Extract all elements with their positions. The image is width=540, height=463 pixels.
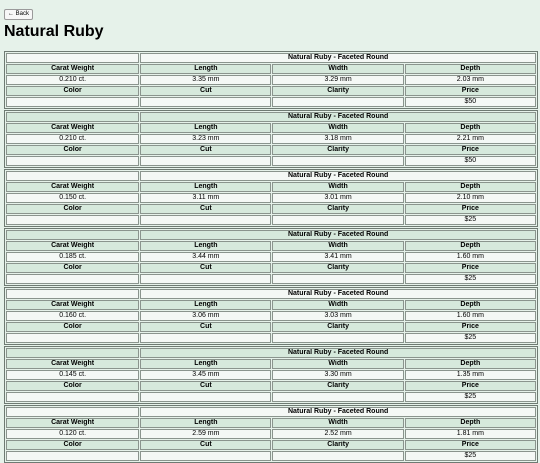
price-header: Price [405,322,536,332]
length-value: 3.11 mm [140,193,271,203]
carat-header: Carat Weight [6,418,139,428]
width-value: 3.01 mm [272,193,403,203]
width-header: Width [272,359,403,369]
cut-value [140,392,271,402]
cut-value [140,97,271,107]
length-header: Length [140,241,271,251]
width-header: Width [272,418,403,428]
depth-value: 2.21 mm [405,134,536,144]
length-header: Length [140,64,271,74]
ruby-item-table [4,405,538,463]
depth-header: Depth [405,123,536,133]
cut-value [140,333,271,343]
clarity-header: Clarity [272,204,403,214]
price-value: $25 [405,333,536,343]
depth-value: 1.81 mm [405,429,536,439]
width-header: Width [272,300,403,310]
width-header: Width [272,123,403,133]
item-title: Natural Ruby - Faceted Round [140,348,536,358]
price-header: Price [405,145,536,155]
price-value: $25 [405,392,536,402]
color-header: Color [6,381,139,391]
empty-cell [6,112,139,122]
color-header: Color [6,145,139,155]
color-value [6,215,139,225]
item-title: Natural Ruby - Faceted Round [140,112,536,122]
clarity-value [272,451,403,461]
clarity-value [272,97,403,107]
empty-cell [6,289,139,299]
depth-value: 1.35 mm [405,370,536,380]
clarity-header: Clarity [272,263,403,273]
price-value: $50 [405,156,536,166]
item-title: Natural Ruby - Faceted Round [140,230,536,240]
ruby-item-table [4,169,538,227]
depth-header: Depth [405,241,536,251]
length-value: 3.35 mm [140,75,271,85]
color-value [6,451,139,461]
color-header: Color [6,86,139,96]
item-title: Natural Ruby - Faceted Round [140,53,536,63]
price-value: $50 [405,97,536,107]
carat-header: Carat Weight [6,182,139,192]
width-value: 3.18 mm [272,134,403,144]
ruby-item-table [4,287,538,345]
length-value: 3.23 mm [140,134,271,144]
price-header: Price [405,381,536,391]
depth-header: Depth [405,182,536,192]
depth-header: Depth [405,418,536,428]
cut-header: Cut [140,440,271,450]
length-header: Length [140,300,271,310]
carat-header: Carat Weight [6,123,139,133]
ruby-list [0,51,540,463]
price-header: Price [405,86,536,96]
length-value: 3.45 mm [140,370,271,380]
color-value [6,156,139,166]
empty-cell [6,407,139,417]
cut-header: Cut [140,381,271,391]
color-header: Color [6,322,139,332]
carat-value: 0.120 ct. [6,429,139,439]
ruby-item-table [4,110,538,168]
clarity-value [272,215,403,225]
clarity-value [272,392,403,402]
length-header: Length [140,182,271,192]
clarity-value [272,333,403,343]
depth-value: 1.60 mm [405,252,536,262]
color-value [6,333,139,343]
width-header: Width [272,241,403,251]
cut-header: Cut [140,86,271,96]
carat-header: Carat Weight [6,300,139,310]
depth-header: Depth [405,64,536,74]
cut-value [140,274,271,284]
length-value: 3.06 mm [140,311,271,321]
cut-header: Cut [140,204,271,214]
carat-value: 0.185 ct. [6,252,139,262]
price-value: $25 [405,451,536,461]
clarity-value [272,156,403,166]
color-value [6,274,139,284]
clarity-header: Clarity [272,381,403,391]
cut-header: Cut [140,322,271,332]
price-header: Price [405,440,536,450]
depth-value: 2.10 mm [405,193,536,203]
color-header: Color [6,263,139,273]
item-title: Natural Ruby - Faceted Round [140,407,536,417]
width-value: 3.29 mm [272,75,403,85]
item-title: Natural Ruby - Faceted Round [140,171,536,181]
carat-value: 0.145 ct. [6,370,139,380]
price-header: Price [405,204,536,214]
item-title: Natural Ruby - Faceted Round [140,289,536,299]
width-header: Width [272,182,403,192]
width-value: 3.30 mm [272,370,403,380]
length-value: 3.44 mm [140,252,271,262]
cut-header: Cut [140,263,271,273]
empty-cell [6,230,139,240]
back-button[interactable]: ← Back [4,9,33,20]
color-value [6,392,139,402]
empty-cell [6,171,139,181]
carat-value: 0.210 ct. [6,75,139,85]
carat-value: 0.160 ct. [6,311,139,321]
clarity-header: Clarity [272,440,403,450]
depth-header: Depth [405,300,536,310]
length-value: 2.59 mm [140,429,271,439]
empty-cell [6,53,139,63]
cut-header: Cut [140,145,271,155]
depth-value: 1.60 mm [405,311,536,321]
clarity-header: Clarity [272,322,403,332]
empty-cell [6,348,139,358]
carat-header: Carat Weight [6,241,139,251]
price-header: Price [405,263,536,273]
color-value [6,97,139,107]
cut-value [140,215,271,225]
ruby-item-table [4,51,538,109]
width-value: 3.41 mm [272,252,403,262]
ruby-item-table [4,346,538,404]
width-value: 3.03 mm [272,311,403,321]
length-header: Length [140,123,271,133]
clarity-header: Clarity [272,86,403,96]
carat-value: 0.150 ct. [6,193,139,203]
width-header: Width [272,64,403,74]
depth-value: 2.03 mm [405,75,536,85]
clarity-header: Clarity [272,145,403,155]
width-value: 2.52 mm [272,429,403,439]
length-header: Length [140,418,271,428]
cut-value [140,156,271,166]
page-title: Natural Ruby [4,23,104,40]
clarity-value [272,274,403,284]
cut-value [140,451,271,461]
price-value: $25 [405,215,536,225]
depth-header: Depth [405,359,536,369]
ruby-item-table [4,228,538,286]
color-header: Color [6,204,139,214]
price-value: $25 [405,274,536,284]
color-header: Color [6,440,139,450]
top-bar [0,0,540,15]
length-header: Length [140,359,271,369]
carat-header: Carat Weight [6,64,139,74]
carat-header: Carat Weight [6,359,139,369]
carat-value: 0.210 ct. [6,134,139,144]
